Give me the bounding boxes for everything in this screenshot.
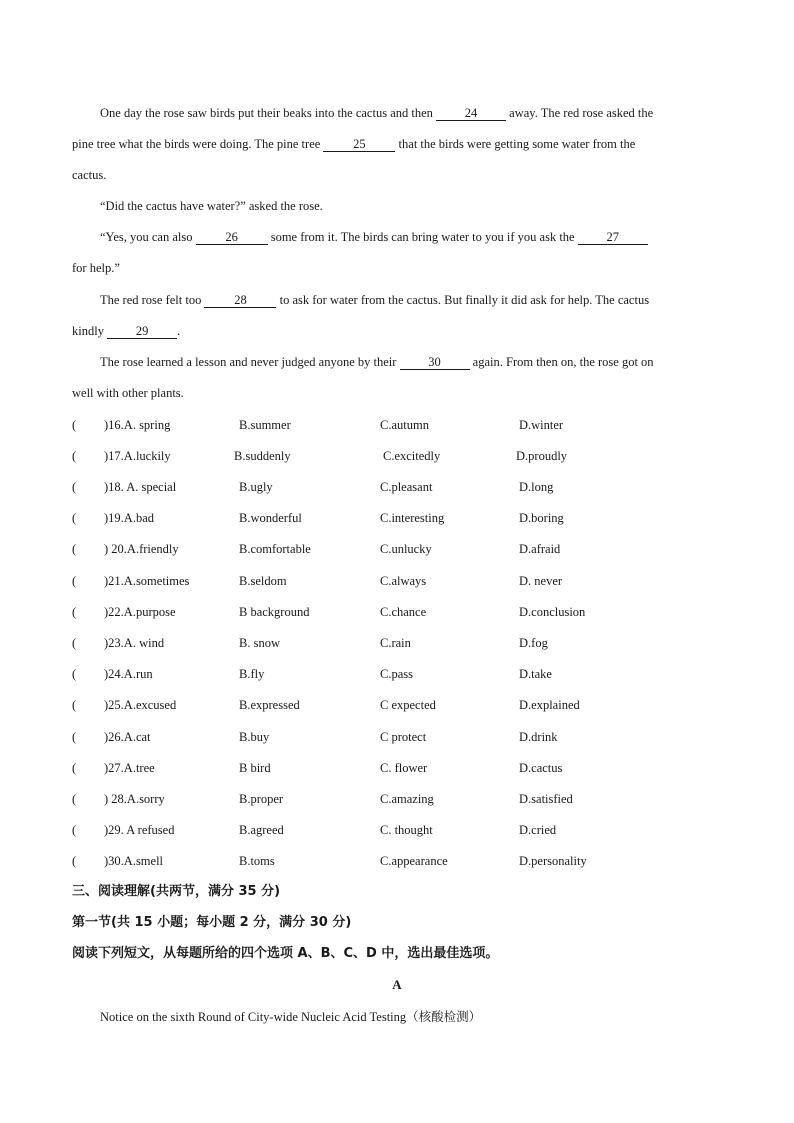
question-19 (72, 510, 732, 526)
option-c: C.pleasant (380, 480, 433, 494)
option-b: B bird (239, 761, 271, 775)
option-b: B. snow (239, 636, 280, 650)
passage-label-a: A (392, 977, 402, 992)
question-18 (72, 479, 732, 495)
answer-paren[interactable]: ( (72, 636, 77, 650)
passage-line-4: “Did the cactus have water?” asked the rose. (100, 199, 323, 213)
option-c: C protect (380, 730, 427, 744)
question-22 (72, 604, 732, 620)
option-d: D.satisfied (519, 792, 573, 806)
blank-24: 24 (436, 106, 506, 121)
answer-paren[interactable]: ( (72, 418, 77, 432)
answer-paren[interactable]: ( (72, 511, 77, 525)
blank-29: 29 (107, 324, 177, 339)
passage-line-2: pine tree what the birds were doing. The pine tree 25 that the birds were getting some water from the (72, 137, 636, 151)
blank-30: 30 (400, 355, 470, 370)
question-17 (72, 448, 732, 464)
option-a: )18. A. special (104, 480, 177, 494)
option-b: B.seldom (239, 574, 287, 588)
question-16 (72, 417, 732, 433)
question-21 (72, 573, 732, 589)
question-28 (72, 791, 732, 807)
option-a: ) 28.A.sorry (104, 792, 165, 806)
option-c: C.amazing (380, 792, 434, 806)
option-d: D.explained (519, 698, 580, 712)
option-a: )23.A. wind (104, 636, 165, 650)
passage-line-7: The red rose felt too 28 to ask for water from the cactus. But finally it did ask for help. The cactus (100, 293, 650, 307)
answer-paren[interactable]: ( (72, 605, 77, 619)
option-d: D.drink (519, 730, 558, 744)
answer-paren[interactable]: ( (72, 667, 77, 681)
option-c: C.excitedly (383, 449, 441, 463)
option-b: B.proper (239, 792, 284, 806)
option-c: C.autumn (380, 418, 429, 432)
option-a: )30.A.smell (104, 854, 164, 868)
answer-paren[interactable]: ( (72, 449, 77, 463)
option-b: B.wonderful (239, 511, 302, 525)
option-a: )25.A.excused (104, 698, 177, 712)
passage-line-9: The rose learned a lesson and never judged anyone by their 30 again. From then on, the rose got on (100, 355, 654, 369)
question-26 (72, 729, 732, 745)
passage-line-1: One day the rose saw birds put their beaks into the cactus and then 24 away. The red rose asked the (100, 106, 654, 120)
question-20 (72, 541, 732, 557)
option-b: B.suddenly (234, 449, 291, 463)
option-b: B.ugly (239, 480, 273, 494)
passage-line-10: well with other plants. (72, 386, 184, 400)
answer-paren[interactable]: ( (72, 698, 77, 712)
option-c: C.interesting (380, 511, 445, 525)
passage-line-3: cactus. (72, 168, 107, 182)
option-d: D.long (519, 480, 554, 494)
option-d: D. never (519, 574, 563, 588)
option-c: C.always (380, 574, 427, 588)
answer-paren[interactable]: ( (72, 854, 77, 868)
option-d: D.cactus (519, 761, 563, 775)
answer-paren[interactable]: ( (72, 730, 77, 744)
option-b: B.agreed (239, 823, 284, 837)
option-b: B.toms (239, 854, 275, 868)
option-a: )17.A.luckily (104, 449, 171, 463)
answer-paren[interactable]: ( (72, 761, 77, 775)
option-c: C expected (380, 698, 436, 712)
answer-paren[interactable]: ( (72, 542, 77, 556)
option-b: B.fly (239, 667, 265, 681)
instruction: 阅读下列短文，从每题所给的四个选项 A、B、C、D 中，选出最佳选项。 (72, 946, 499, 961)
option-b: B.expressed (239, 698, 300, 712)
option-d: D.conclusion (519, 605, 586, 619)
option-a: )29. A refused (104, 823, 175, 837)
option-a: )24.A.run (104, 667, 153, 681)
option-d: D.afraid (519, 542, 561, 556)
blank-27: 27 (578, 230, 648, 245)
option-d: D.personality (519, 854, 587, 868)
section-title: 三、阅读理解(共两节，满分 35 分) (72, 884, 281, 899)
option-c: C. flower (380, 761, 428, 775)
question-29 (72, 822, 732, 838)
passage-line-8: kindly 29 . (72, 324, 181, 338)
option-c: C. thought (380, 823, 433, 837)
question-30 (72, 853, 732, 869)
notice-title: Notice on the sixth Round of City-wide Nucleic Acid Testing（核酸检测） (100, 1010, 482, 1024)
option-b: B background (239, 605, 310, 619)
answer-paren[interactable]: ( (72, 792, 77, 806)
option-c: C.chance (380, 605, 427, 619)
passage-line-6: for help.” (72, 261, 120, 275)
option-c: C.rain (380, 636, 411, 650)
option-a: )19.A.bad (104, 511, 154, 525)
option-a: )16.A. spring (104, 418, 171, 432)
answer-paren[interactable]: ( (72, 823, 77, 837)
option-d: D.take (519, 667, 552, 681)
option-c: C.appearance (380, 854, 448, 868)
blank-25: 25 (323, 137, 395, 152)
option-a: )22.A.purpose (104, 605, 176, 619)
question-23 (72, 635, 732, 651)
question-27 (72, 760, 732, 776)
option-c: C.unlucky (380, 542, 432, 556)
option-d: D.boring (519, 511, 564, 525)
passage-line-5: “Yes, you can also 26 some from it. The birds can bring water to you if you ask the 27 (100, 229, 760, 245)
part-title: 第一节(共 15 小题；每小题 2 分，满分 30 分) (72, 915, 352, 930)
option-d: D.cried (519, 823, 557, 837)
option-b: B.comfortable (239, 542, 311, 556)
option-d: D.proudly (516, 449, 568, 463)
blank-28: 28 (204, 293, 276, 308)
option-c: C.pass (380, 667, 413, 681)
option-d: D.fog (519, 636, 548, 650)
answer-paren[interactable]: ( (72, 574, 77, 588)
question-25 (72, 697, 732, 713)
option-d: D.winter (519, 418, 564, 432)
option-b: B.buy (239, 730, 270, 744)
option-a: )26.A.cat (104, 730, 151, 744)
option-a: ) 20.A.friendly (104, 542, 179, 556)
option-b: B.summer (239, 418, 291, 432)
option-a: )21.A.sometimes (104, 574, 190, 588)
blank-26: 26 (196, 230, 268, 245)
option-a: )27.A.tree (104, 761, 155, 775)
answer-paren[interactable]: ( (72, 480, 77, 494)
question-24 (72, 666, 732, 682)
